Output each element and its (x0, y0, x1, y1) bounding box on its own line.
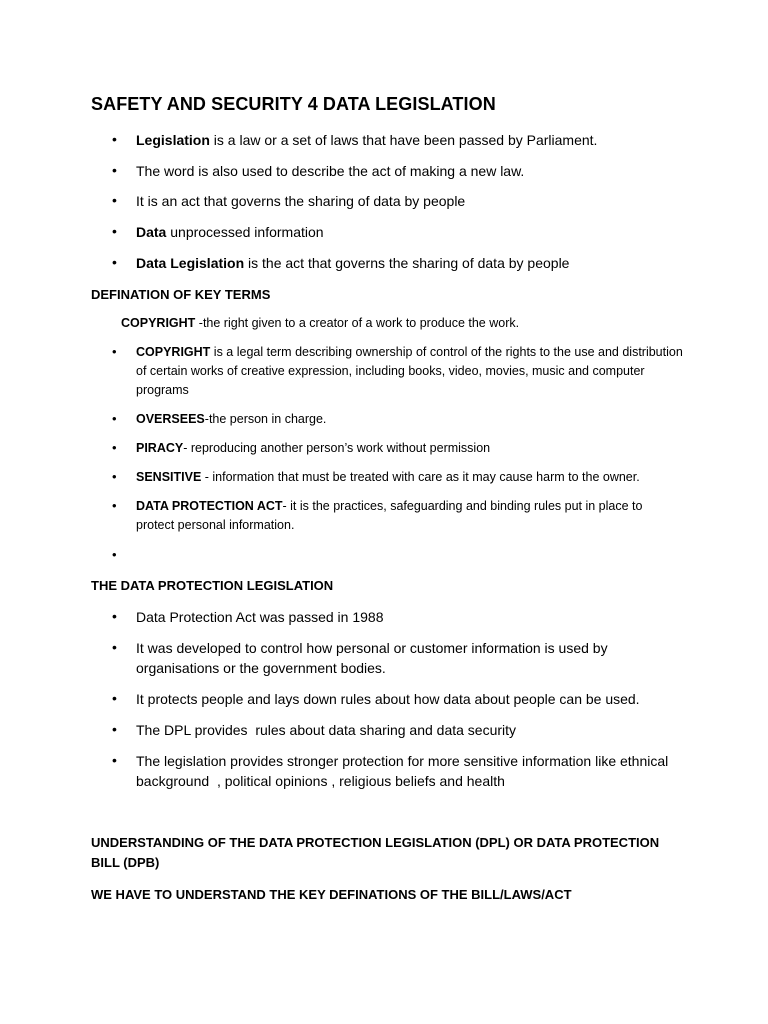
list-item (136, 410, 696, 429)
bullet: • (112, 690, 117, 706)
definition: It is an act that governs the sharing of data by people (136, 193, 466, 209)
definition: The word is also used to describe the act of making a new law. (136, 163, 525, 179)
bullet: • (112, 344, 117, 359)
bullet: • (112, 440, 117, 455)
term: Data (136, 224, 167, 240)
term: DATA PROTECTION ACT (136, 499, 283, 513)
bullet: • (112, 752, 117, 768)
term: COPYRIGHT (121, 316, 196, 330)
bullet: • (112, 192, 117, 208)
bullet: • (112, 131, 117, 147)
definition: unprocessed information (166, 224, 324, 240)
list-item: The DPL provides rules about data sharing and data security (136, 722, 517, 738)
section-heading-dpl: THE DATA PROTECTION LEGISLATION (91, 578, 334, 593)
definition: - reproducing another person’s work without permission (183, 441, 491, 455)
empty-bullet: • (112, 547, 117, 562)
list-item (136, 130, 597, 150)
definition: is a legal term describing ownership of control of the rights to the use and distribution of certain works of creative expression, including books, video, movies, music and computer programs (136, 345, 683, 397)
bullet: • (112, 254, 117, 270)
definition: -the right given to a creator of a work to produce the work. (195, 316, 520, 330)
definition: - it is the practices, safeguarding and binding rules put in place to protect personal information. (136, 499, 643, 532)
bullet: • (112, 469, 117, 484)
definition: -the person in charge. (204, 412, 327, 426)
definition: - information that must be treated with care as it may cause harm to the owner. (201, 470, 640, 484)
list-item: It protects people and lays down rules about how data about people can be used. (136, 691, 640, 707)
section-heading-understanding: UNDERSTANDING OF THE DATA PROTECTION LEGISLATION (DPL) OR DATA PROTECTION BILL (DPB) (91, 835, 660, 870)
term: OVERSEES (136, 412, 205, 426)
list-item (136, 253, 569, 273)
bullet: • (112, 639, 117, 655)
term: SENSITIVE (136, 470, 202, 484)
list-item (136, 161, 524, 181)
copyright-lead (121, 314, 681, 333)
bullet: • (112, 608, 117, 624)
list-item: Data Protection Act was passed in 1988 (136, 609, 384, 625)
page-title: SAFETY AND SECURITY 4 DATA LEGISLATION (91, 94, 496, 114)
term: Legislation (136, 132, 210, 148)
list-item (136, 497, 656, 535)
bullet: • (112, 162, 117, 178)
definition: is the act that governs the sharing of data by people (244, 255, 570, 271)
list-item (136, 439, 696, 458)
list-item (136, 468, 696, 487)
term: COPYRIGHT (136, 345, 211, 359)
bullet: • (112, 411, 117, 426)
definition: is a law or a set of laws that have been passed by Parliament. (209, 132, 598, 148)
list-item: The legislation provides stronger protection for more sensitive information like ethnical background , political opinions , religious beliefs and health (136, 753, 673, 789)
bullet: • (112, 498, 117, 513)
bullet: • (112, 223, 117, 239)
term: Data Legislation (136, 255, 245, 271)
section-heading-key-definitions: WE HAVE TO UNDERSTAND THE KEY DEFINATIONS OF THE BILL/LAWS/ACT (91, 887, 572, 902)
term: PIRACY (136, 441, 184, 455)
section-heading-key-terms: DEFINATION OF KEY TERMS (91, 287, 271, 302)
list-item (136, 191, 465, 211)
list-item (136, 343, 696, 400)
bullet: • (112, 721, 117, 737)
list-item: It was developed to control how personal or customer information is used by organisations or the government bodies. (136, 640, 608, 676)
list-item (136, 222, 324, 242)
